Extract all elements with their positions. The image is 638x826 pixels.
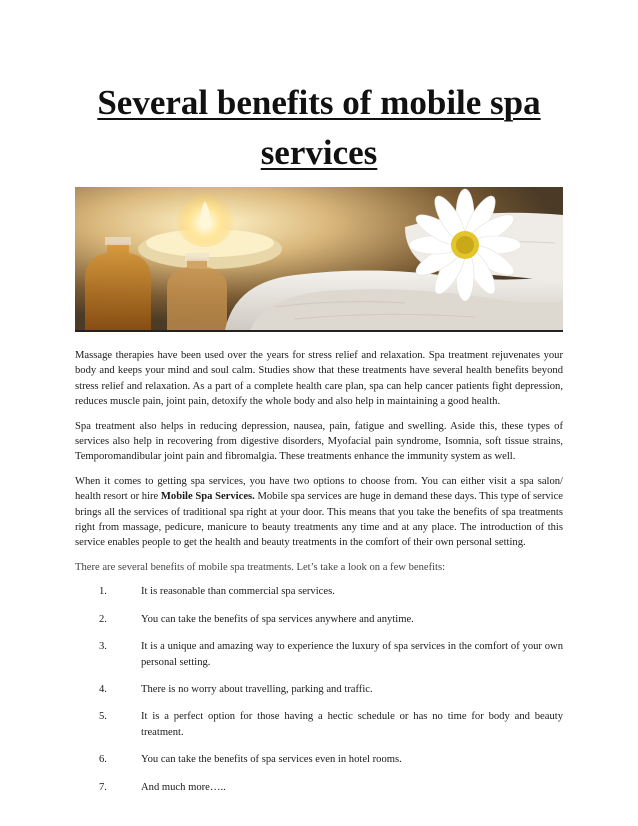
- list-number: 6.: [99, 754, 107, 766]
- list-number: 2.: [99, 613, 107, 625]
- list-text: There is no worry about travelling, parking and traffic.: [141, 683, 373, 695]
- list-text: It is reasonable than commercial spa services.: [141, 586, 335, 598]
- list-item: [75, 780, 563, 795]
- document-body: [75, 348, 563, 807]
- list-item: [75, 682, 563, 697]
- list-item: [75, 612, 563, 627]
- document-title: Several benefits of mobile spa services: [97, 83, 541, 172]
- paragraph-options: [75, 474, 563, 551]
- benefits-list: [75, 584, 563, 795]
- list-text: And much more…..: [141, 781, 226, 793]
- spa-photo-icon: [75, 187, 563, 330]
- list-item: [75, 752, 563, 767]
- list-text: It is a unique and amazing way to experience the luxury of spa services in the comfort of your own personal setting.: [141, 641, 563, 668]
- mobile-spa-services-bold: Mobile Spa Services.: [160, 491, 255, 503]
- benefits-intro: There are several benefits of mobile spa treatments. Let’s take a look on a few benefits:: [75, 561, 446, 573]
- list-text: You can take the benefits of spa services anywhere and anytime.: [141, 613, 414, 625]
- list-item: [75, 709, 563, 740]
- list-number: 5.: [99, 711, 107, 723]
- paragraph-options-start: When it comes to getting spa services, you have two options to choose from. You can either visit a spa salon/ health resort or hire: [75, 475, 563, 503]
- paragraph-treatment: Spa treatment also helps in reducing depression, nausea, pain, fatigue and swelling. Aside this, these types of services also help in recovering from digestive disorders, Myofacial pain syndrome, Isomnia, soft tissue strains, Temporomandibular joint pain and fibromalgia. These treatments enhance the immunity system as well.: [75, 420, 563, 463]
- paragraph-massage: Massage therapies have been used over the years for stress relief and relaxation. Spa treatment rejuvenates your body and keeps your mind and soul calm. Studies show that these treatments have several health benefits beyond stress relief and relaxation. As a part of a complete health care plan, spa can help cancer patients fight depression, reduces muscle pain, joint pain, detoxify the whole body and also help in maintaining a good health.: [75, 350, 563, 408]
- list-item: [75, 639, 563, 670]
- list-item: [75, 584, 563, 599]
- paragraph-options-end: Mobile spa services are huge in demand these days. This type of service brings all the services of traditional spa right at your door. This means that you take the benefits of spa treatments right from massage, pedicure, manicure to beauty treatments any time and at any place. The introduction of this service enables people to get the health and beauty treatments in the comfort of their own personal setting.: [75, 491, 563, 549]
- list-text: You can take the benefits of spa services even in hotel rooms.: [141, 754, 402, 766]
- list-number: 3.: [99, 641, 107, 653]
- list-number: 4.: [99, 683, 107, 695]
- list-number: 7.: [99, 781, 107, 793]
- list-number: 1.: [99, 586, 107, 598]
- list-text: It is a perfect option for those having a hectic schedule or has no time for body and beauty treatment.: [141, 711, 563, 738]
- hero-image: [75, 187, 563, 332]
